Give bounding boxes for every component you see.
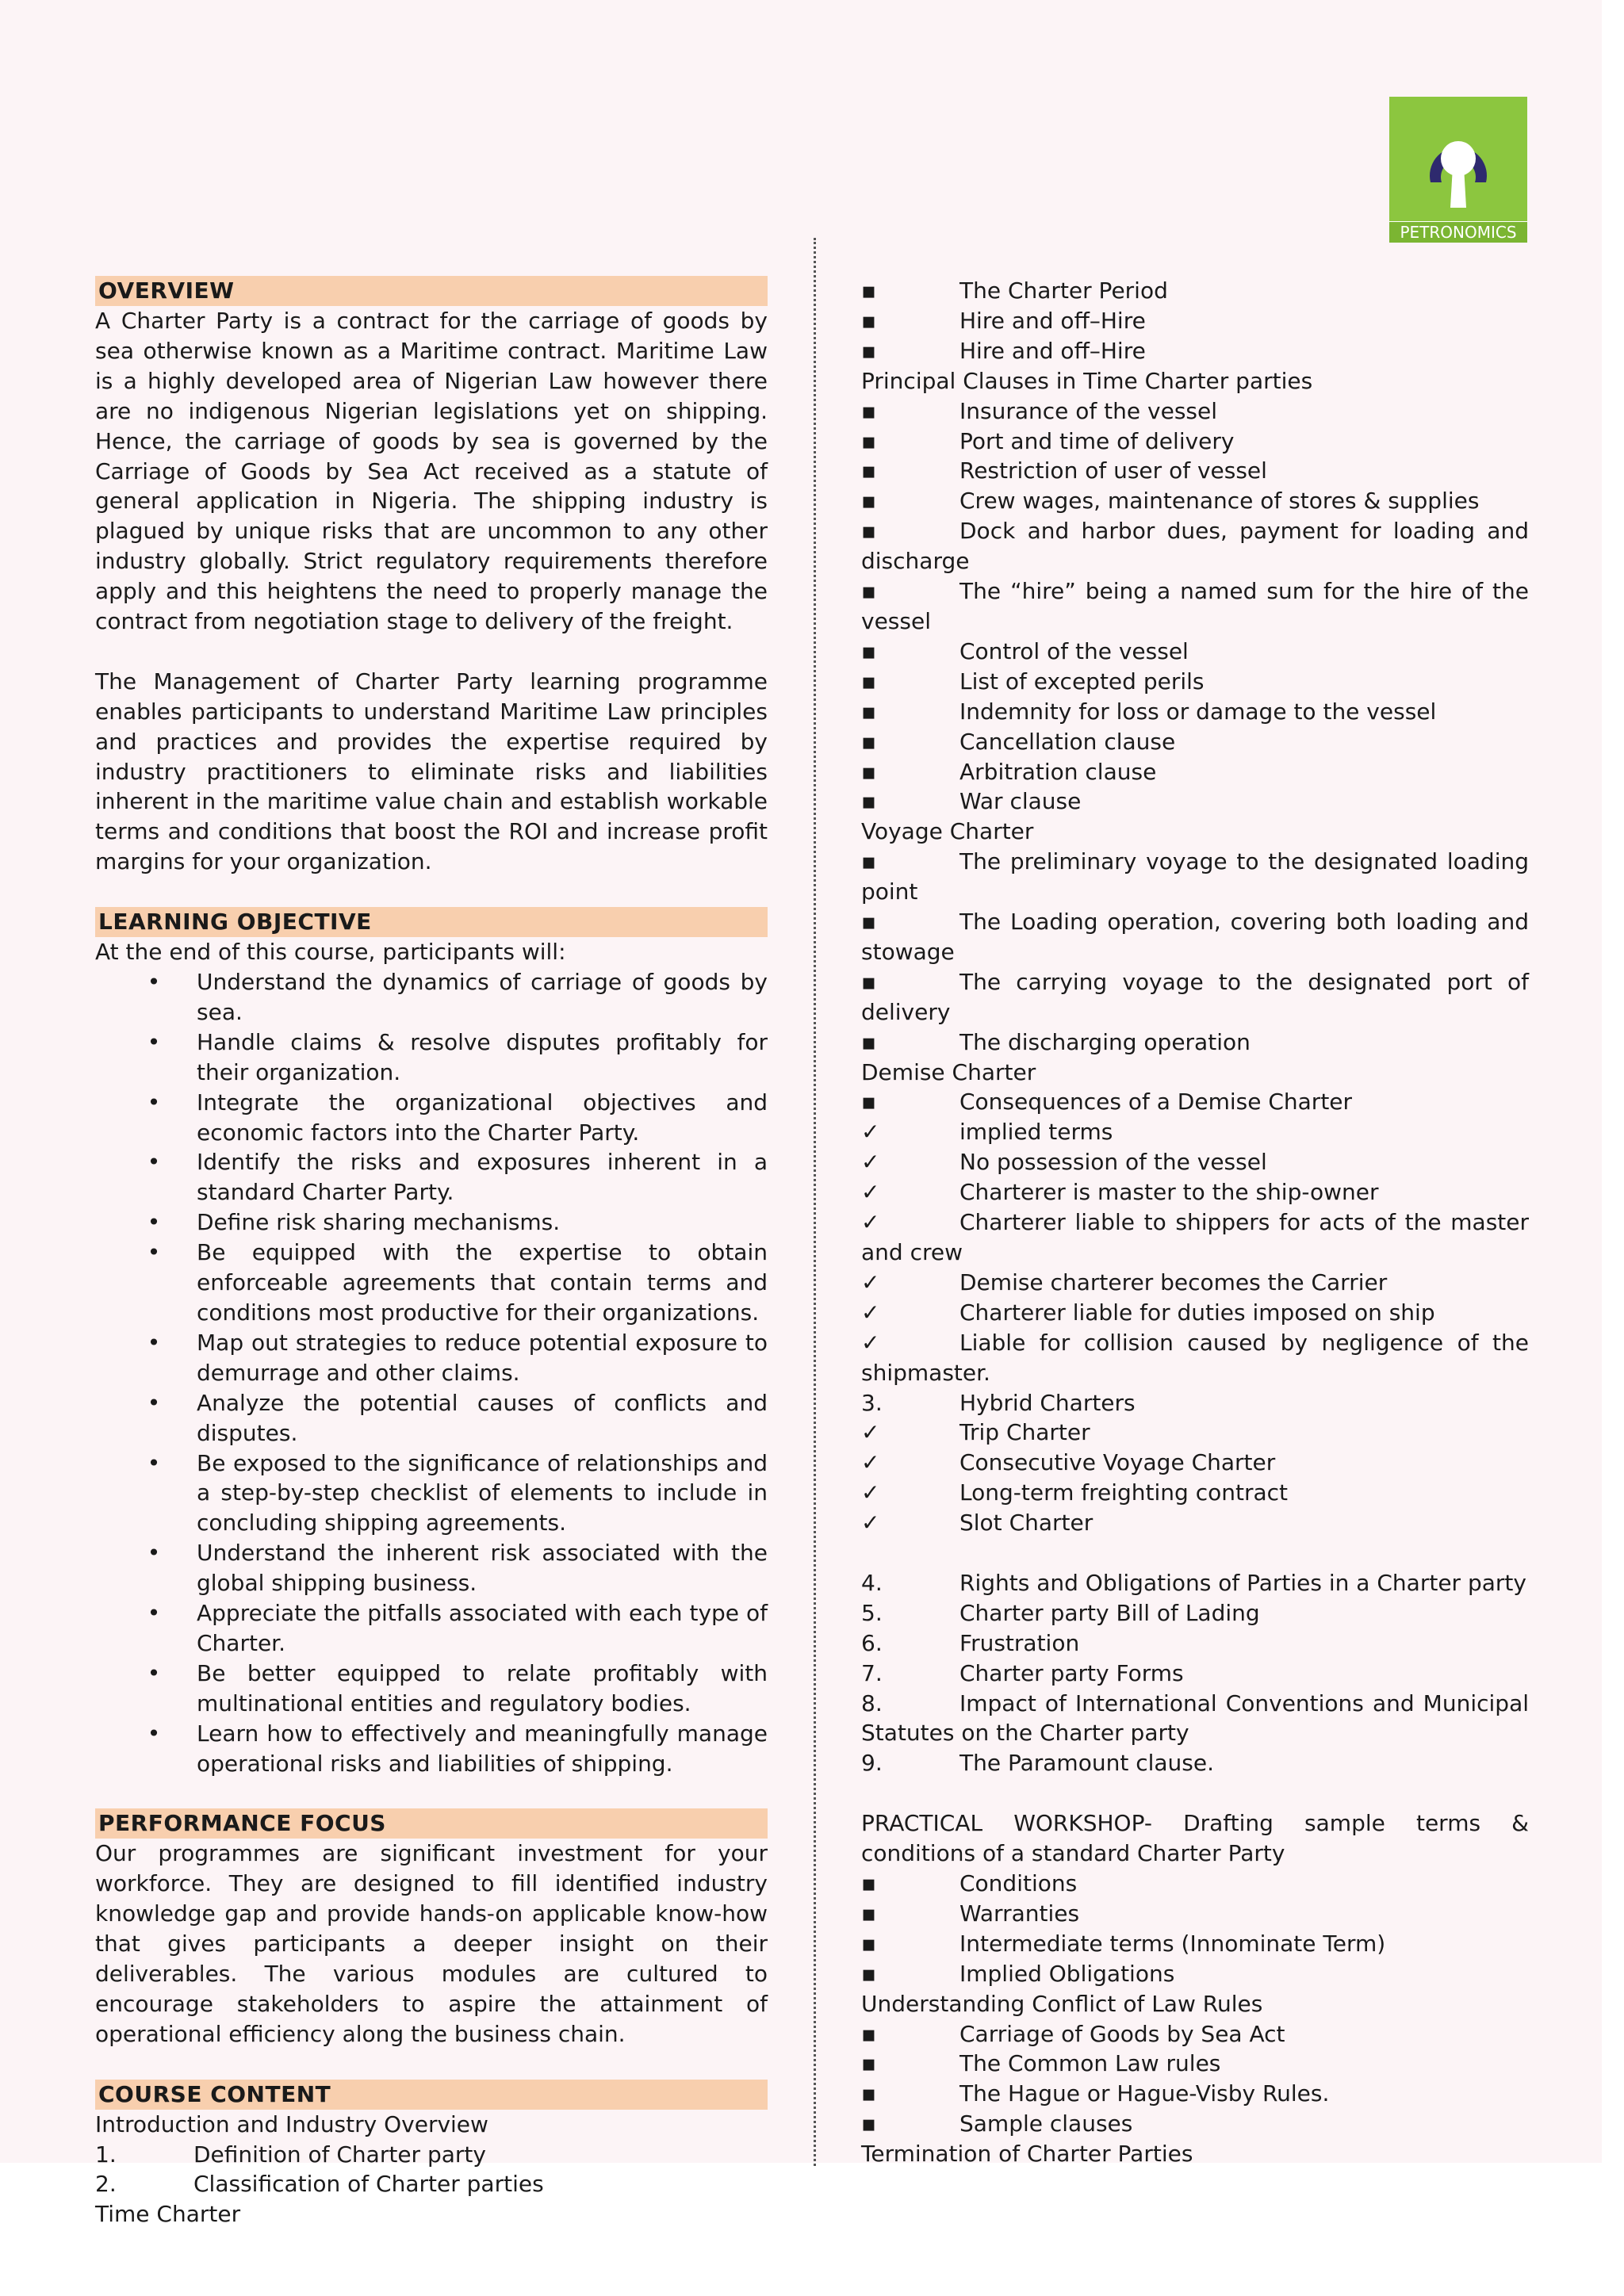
square-bullet-icon: ▪: [861, 788, 876, 815]
overview-paragraph-2: The Management of Charter Party learning programme enables participants to understand Maritime Law principles and practices and provides the expertise required by industry practitioners to eliminate risks and liabilities inherent in the maritime value chain and establish workable terms and conditions that boost the ROI and increase profit margins for your organization.: [95, 668, 768, 875]
logo-text: PETRONOMICS: [1389, 221, 1527, 243]
square-bullet-icon: ▪: [861, 1089, 876, 1115]
bullet-icon: •: [147, 1089, 161, 1115]
checkmark-icon: ✓: [861, 1119, 880, 1146]
list-item: 1. Definition of Charter party: [95, 2141, 486, 2168]
list-item: ✓ No possession of the vessel: [861, 1147, 1529, 1177]
course-intro: Introduction and Industry Overview: [95, 2110, 488, 2137]
learning-intro: At the end of this course, participants will:: [95, 939, 566, 966]
list-item: ▪ Implied Obligations: [861, 1959, 1529, 1989]
square-bullet-icon: ▪: [861, 2050, 876, 2077]
list-item: ▪ Conditions: [861, 1869, 1529, 1899]
list-item: ▪ Crew wages, maintenance of stores & supplies: [861, 486, 1529, 516]
demise-charter-label: Demise Charter: [861, 1058, 1036, 1085]
list-item: ✓ Slot Charter: [861, 1508, 1529, 1538]
list-item: 6. Frustration: [861, 1629, 1080, 1656]
square-bullet-icon: ▪: [861, 307, 876, 334]
square-bullet-icon: ▪: [861, 848, 876, 875]
list-item: ✓ Consecutive Voyage Charter: [861, 1448, 1529, 1478]
square-bullet-icon: ▪: [861, 758, 876, 785]
list-item: 3. Hybrid Charters: [861, 1389, 1136, 1416]
list-item: ▪ Arbitration clause: [861, 757, 1529, 787]
square-bullet-icon: ▪: [861, 488, 876, 515]
list-item: • Define risk sharing mechanisms.: [95, 1207, 768, 1238]
square-bullet-icon: ▪: [861, 1900, 876, 1927]
list-item: ✓ Charterer liable to shippers for acts of the master and crew: [861, 1209, 1529, 1265]
square-bullet-icon: ▪: [861, 457, 876, 484]
list-item: ▪ Hire and off–Hire: [861, 336, 1529, 366]
list-item: ✓ implied terms: [861, 1117, 1529, 1147]
list-item: 5. Charter party Bill of Lading: [861, 1599, 1260, 1626]
list-item: ▪ List of excepted perils: [861, 667, 1529, 697]
list-item: • Integrate the organizational objectives and economic factors into the Charter Party.: [95, 1088, 768, 1148]
petronomics-logo: [1389, 97, 1527, 243]
checkmark-icon: ✓: [861, 1209, 880, 1236]
overview-paragraph-1: A Charter Party is a contract for the carriage of goods by sea otherwise known as a Maritime contract. Maritime Law is a highly developed area of Nigerian Law however there are no indigenous Nigerian legislations yet on shipping. Hence, the carriage of goods by sea is governed by the Carriage of Goods by Sea Act received as a statute of general application in Nigeria. The shipping industry is plagued by unique risks that are uncommon to any other industry globally. Strict regulatory requirements therefore apply and this heightens the need to properly manage the contract from negotiation stage to delivery of the freight.: [95, 308, 768, 635]
list-item: 4. Rights and Obligations of Parties in a Charter party: [861, 1569, 1526, 1596]
list-item: ✓ Charterer is master to the ship-owner: [861, 1177, 1529, 1207]
list-item: ▪ The Hague or Hague-Visby Rules.: [861, 2079, 1529, 2109]
checkmark-icon: ✓: [861, 1149, 880, 1176]
square-bullet-icon: ▪: [861, 909, 876, 936]
square-bullet-icon: ▪: [861, 728, 876, 755]
list-item: ▪ Consequences of a Demise Charter: [861, 1087, 1529, 1117]
performance-paragraph: Our programmes are significant investment for your workforce. They are designed to fill identified industry knowledge gap and provide hands-on applicable know-how that gives participants a deeper insight on their deliverables. The various modules are cultured to encourage stakeholders to aspire the attainment of operational efficiency along the business chain.: [95, 1840, 768, 2047]
square-bullet-icon: ▪: [861, 698, 876, 725]
learning-objective-list: [95, 967, 768, 1778]
checkmark-icon: ✓: [861, 1479, 880, 1506]
checkmark-icon: ✓: [861, 1510, 880, 1536]
bullet-icon: •: [147, 1329, 161, 1356]
list-item: ▪ The carrying voyage to the designated port of delivery: [861, 968, 1529, 1025]
learning-objective-heading: LEARNING OBJECTIVE: [95, 907, 768, 937]
bullet-icon: •: [147, 969, 161, 995]
square-bullet-icon: ▪: [861, 637, 876, 664]
left-column: [95, 276, 768, 2229]
list-item: ▪ Port and time of delivery: [861, 427, 1529, 457]
list-item: ▪ Indemnity for loss or damage to the vessel: [861, 697, 1529, 727]
performance-focus-heading: PERFORMANCE FOCUS: [95, 1808, 768, 1839]
principal-clauses-label: Principal Clauses in Time Charter parties: [861, 367, 1313, 394]
square-bullet-icon: ▪: [861, 1870, 876, 1896]
square-bullet-icon: ▪: [861, 277, 876, 304]
list-item: ▪ The Common Law rules: [861, 2049, 1529, 2079]
square-bullet-icon: ▪: [861, 337, 876, 364]
list-item: ▪ Hire and off–Hire: [861, 306, 1529, 336]
list-item: ▪ Control of the vessel: [861, 637, 1529, 667]
practical-workshop-label: PRACTICAL WORKSHOP- Drafting sample terms & conditions of a standard Charter Party: [861, 1810, 1529, 1867]
list-item: ✓ Demise charterer becomes the Carrier: [861, 1268, 1529, 1298]
bullet-icon: •: [147, 1720, 161, 1747]
list-item: 8. Impact of International Conventions and Municipal Statutes on the Charter party: [861, 1689, 1529, 1747]
list-item: • Understand the dynamics of carriage of goods by sea.: [95, 967, 768, 1027]
list-item: • Appreciate the pitfalls associated with each type of Charter.: [95, 1598, 768, 1659]
list-item: ▪ The Charter Period: [861, 276, 1529, 306]
checkmark-icon: ✓: [861, 1299, 880, 1326]
overview-heading: OVERVIEW: [95, 276, 768, 306]
list-item: ▪ Cancellation clause: [861, 727, 1529, 757]
list-item: ▪ Sample clauses: [861, 2109, 1529, 2139]
list-item: ▪ The “hire” being a named sum for the hire of the vessel: [861, 578, 1529, 634]
list-item: ▪ Dock and harbor dues, payment for loading and discharge: [861, 518, 1529, 575]
square-bullet-icon: ▪: [861, 1930, 876, 1957]
list-item: 2. Classification of Charter parties: [95, 2171, 544, 2198]
list-item: ✓ Charterer liable for duties imposed on ship: [861, 1298, 1529, 1328]
list-item: ▪ Carriage of Goods by Sea Act: [861, 2019, 1529, 2049]
list-item: • Map out strategies to reduce potential exposure to demurrage and other claims.: [95, 1328, 768, 1388]
checkmark-icon: ✓: [861, 1269, 880, 1295]
square-bullet-icon: ▪: [861, 668, 876, 695]
square-bullet-icon: ▪: [861, 397, 876, 424]
list-item: ▪ Insurance of the vessel: [861, 396, 1529, 427]
square-bullet-icon: ▪: [861, 2020, 876, 2047]
list-item: • Analyze the potential causes of conflicts and disputes.: [95, 1388, 768, 1448]
square-bullet-icon: ▪: [861, 2110, 876, 2137]
list-item: ▪ The discharging operation: [861, 1027, 1529, 1058]
square-bullet-icon: ▪: [861, 1028, 876, 1055]
list-item: • Identify the risks and exposures inherent in a standard Charter Party.: [95, 1147, 768, 1207]
list-item: ▪ Warranties: [861, 1899, 1529, 1929]
conflict-of-law-label: Understanding Conflict of Law Rules: [861, 1990, 1263, 2017]
list-item: • Be equipped with the expertise to obtain enforceable agreements that contain terms and conditions most productive for their organizations.: [95, 1238, 768, 1328]
bullet-icon: •: [147, 1449, 161, 1476]
list-item: 9. The Paramount clause.: [861, 1750, 1215, 1777]
list-item: 7. Charter party Forms: [861, 1659, 1184, 1686]
square-bullet-icon: ▪: [861, 427, 876, 454]
square-bullet-icon: ▪: [861, 2080, 876, 2107]
list-item: ▪ Restriction of user of vessel: [861, 456, 1529, 486]
checkmark-icon: ✓: [861, 1419, 880, 1446]
checkmark-icon: ✓: [861, 1329, 880, 1356]
list-item: ✓ Liable for collision caused by negligence of the shipmaster.: [861, 1329, 1529, 1386]
time-charter-label: Time Charter: [95, 2201, 241, 2228]
checkmark-icon: ✓: [861, 1179, 880, 1206]
bullet-icon: •: [147, 1028, 161, 1055]
list-item: ▪ Intermediate terms (Innominate Term): [861, 1929, 1529, 1959]
list-item: • Handle claims & resolve disputes profitably for their organization.: [95, 1027, 768, 1088]
bullet-icon: •: [147, 1149, 161, 1176]
square-bullet-icon: ▪: [861, 578, 876, 605]
list-item: • Learn how to effectively and meaningfully manage operational risks and liabilities of shipping.: [95, 1719, 768, 1779]
bullet-icon: •: [147, 1540, 161, 1567]
list-item: • Understand the inherent risk associated with the global shipping business.: [95, 1538, 768, 1598]
bullet-icon: •: [147, 1239, 161, 1266]
bullet-icon: •: [147, 1600, 161, 1627]
list-item: ▪ The preliminary voyage to the designated loading point: [861, 848, 1529, 905]
square-bullet-icon: ▪: [861, 518, 876, 545]
checkmark-icon: ✓: [861, 1449, 880, 1476]
square-bullet-icon: ▪: [861, 1960, 876, 1987]
course-content-heading: COURSE CONTENT: [95, 2080, 768, 2110]
list-item: ✓ Trip Charter: [861, 1418, 1529, 1448]
square-bullet-icon: ▪: [861, 968, 876, 995]
list-item: • Be better equipped to relate profitably with multinational entities and regulatory bodies.: [95, 1659, 768, 1719]
right-column: [861, 276, 1529, 2169]
bullet-icon: •: [147, 1659, 161, 1686]
bullet-icon: •: [147, 1389, 161, 1416]
voyage-charter-label: Voyage Charter: [861, 818, 1034, 845]
termination-label: Termination of Charter Parties: [861, 2141, 1193, 2168]
list-item: • Be exposed to the significance of relationships and a step-by-step checklist of elements to include in concluding shipping agreements.: [95, 1448, 768, 1539]
column-divider: [814, 238, 816, 2166]
list-item: ▪ The Loading operation, covering both loading and stowage: [861, 909, 1529, 965]
list-item: ▪ War clause: [861, 786, 1529, 817]
list-item: ✓ Long-term freighting contract: [861, 1478, 1529, 1508]
bullet-icon: •: [147, 1209, 161, 1236]
